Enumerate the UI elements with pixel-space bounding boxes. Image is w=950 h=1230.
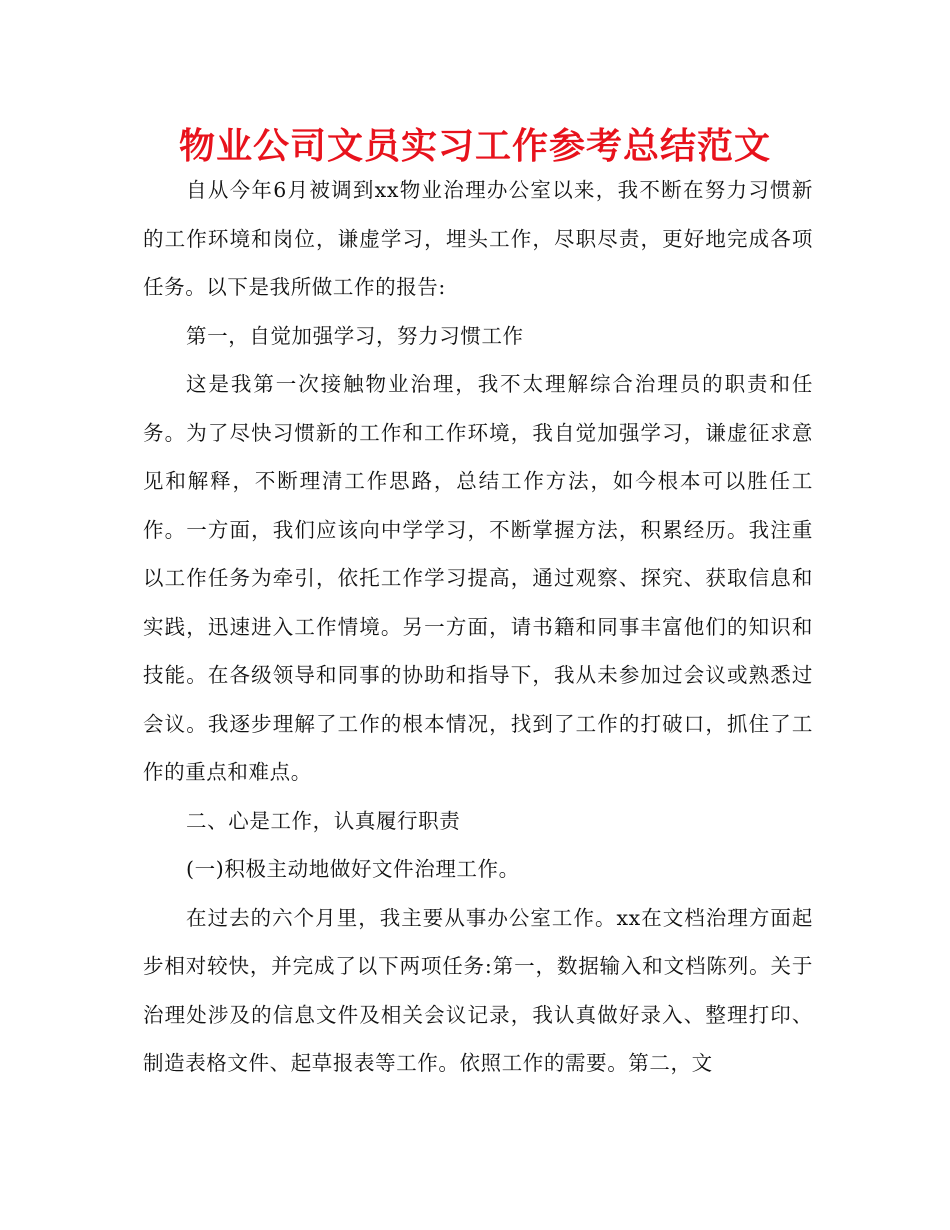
document-body bbox=[143, 166, 813, 1088]
document-title: 物业公司文员实习工作参考总结范文 bbox=[178, 125, 771, 167]
paragraph-documents: 在过去的六个月里，我主要从事办公室工作。xx在文档治理方面起步相对较快，并完成了以下两项任务:第一，数据输入和文档陈列。关于治理处涉及的信息文件及相关会议记录，我认真做好录入、整理打印、制造表格文件、起草报表等工作。依照工作的需要。第二，文 bbox=[143, 905, 813, 1075]
subsection-heading-1: (一)积极主动地做好文件治理工作。 bbox=[186, 857, 520, 881]
paragraph-intro: 自从今年6月被调到xx物业治理办公室以来，我不断在努力习惯新的工作环境和岗位，谦虚学习，埋头工作，尽职尽责，更好地完成各项任务。以下是我所做工作的报告: bbox=[143, 178, 813, 299]
section-heading-1: 第一，自觉加强学习，努力习惯工作 bbox=[186, 323, 524, 348]
paragraph-learning: 这是我第一次接触物业治理，我不太理解综合治理员的职责和任务。为了尽快习惯新的工作和工作环境，我自觉加强学习，谦虚征求意见和解释，不断理清工作思路，总结工作方法，如今根本可以胜任工作。一方面，我们应该向中学学习，不断掌握方法，积累经历。我注重以工作任务为牵引，依托工作学习提高，通过观察、探究、获取信息和实践，迅速进入工作情境。另一方面，请书籍和同事丰富他们的知识和技能。在各级领导和同事的协助和指导下，我从未参加过会议或熟悉过会议。我逐步理解了工作的根本情况，找到了工作的打破口，抓住了工作的重点和难点。 bbox=[143, 372, 813, 784]
section-heading-2: 二、心是工作，认真履行职责 bbox=[186, 808, 461, 833]
